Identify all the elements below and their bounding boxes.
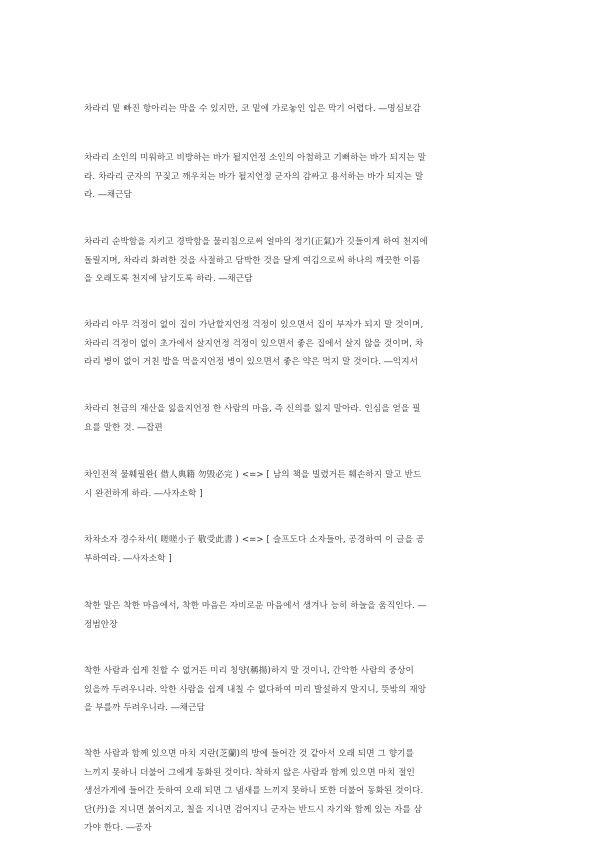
paragraph-line: 라리 병이 없이 거친 밥을 먹을지언정 병이 있으면서 좋은 약은 먹지 말 것이다. ―익지서 [84,357,418,367]
paragraph-7 [84,531,514,568]
paragraph-line: 차라리 아무 걱정이 없이 집이 가난할지언정 걱정이 있으면서 집이 부자가 되지 말 것이며, [84,320,424,330]
paragraph-8 [84,597,514,634]
paragraph-line: 가야 한다. ―공자 [84,823,152,833]
paragraph-2 [84,149,514,205]
paragraph-line: 차라리 걱정이 없이 초가에서 살지언정 걱정이 있으면서 좋은 집에서 살지 않을 것이며, 차 [84,338,424,349]
paragraph-line: 있을까 두려우니라. 악한 사람을 쉽게 내칠 수 없다하여 미리 발설하지 말지니, 뜻밖의 재앙 [84,684,427,695]
paragraph-line: 라. 차라리 군자의 꾸짖고 깨우치는 바가 될지언정 군자의 감싸고 용서하는 바가 되지는 말 [84,171,424,182]
paragraph-9 [84,662,514,718]
paragraph-4 [84,316,514,372]
paragraph-line: 요를 말한 것. ―잡편 [84,422,163,433]
paragraph-line: 차차소자 경수차서( 嗟嗟小子 敬受此書 ) <=> [ 슬프도다 소자들아, 공경하여 이 글을 공 [84,535,425,545]
paragraph-line: 돌릴지며, 차라리 화려한 것을 사절하고 담박한 것을 달게 여김으로써 하나의 깨끗한 이름 [84,255,421,266]
paragraph-line: 착한 사람과 쉽게 친할 수 없거든 미리 칭양(稱揚)하지 말 것이니, 간악한 사람의 중상이 [84,666,414,676]
paragraph-line: 정범안장 [84,619,118,630]
paragraph-line: 느끼지 못하니 더불어 그에게 동화된 것이다. 착하지 않은 사람과 함께 있으면 마치 절인 [84,767,415,778]
paragraph-line: 시 완전하게 하라. ―사자소학 ] [84,488,203,499]
paragraph-6 [84,466,514,503]
paragraph-line: 차라리 밑 빠진 항아리는 막을 수 있지만, 코 밑에 가로놓인 입은 막기 어렵다. ―명심보감 [84,104,421,114]
paragraph-line: 단(丹)을 지니면 붉어지고, 칠을 지니면 검어지니 군자는 반드시 자기와 함께 있는 자를 삼 [84,804,423,815]
paragraph-3 [84,233,514,289]
paragraph-line: 을 부를까 두려우니라. ―채근담 [84,703,205,713]
paragraph-line: 라. ―채근담 [84,190,132,200]
paragraph-10 [84,745,514,838]
paragraph-line: 차인전적 물훼필완( 借人典籍 勿毁必完 ) <=> [ 남의 책을 빌렸거든 훼손하지 말고 반드 [84,470,422,480]
paragraph-line: 을 오래도록 천지에 남기도록 하라. ―채근담 [84,274,253,284]
paragraph-line: 착한 말은 착한 마음에서, 착한 마음은 자비로운 마음에서 생겨나 능히 하늘을 움직인다. ― [84,601,427,611]
paragraph-line: 차라리 천금의 재산을 잃을지언정 한 사람의 마음, 즉 신의를 잃지 말아라. 인심을 얻을 필 [84,404,421,414]
paragraph-line: 부하여라. ―사자소학 ] [84,553,172,564]
paragraph-line: 차라리 순박함을 지키고 경박함을 물리침으로써 얼마의 정기(正氣)가 깃들이게 하여 천지에 [84,237,428,247]
paragraph-1 [84,100,514,119]
paragraph-line: 차라리 소인의 미워하고 비방하는 바가 될지언정 소인의 아첨하고 기뻐하는 바가 되지는 말 [84,153,427,163]
paragraph-line: 생선가게에 들어간 듯하여 오래 되면 그 냄새를 느끼지 못하니 또한 더불어 동화된 것이다. [84,786,424,796]
paragraph-line: 착한 사람과 함께 있으면 마치 지란(芝蘭)의 방에 들어간 것 같아서 오래 되면 그 향기를 [84,749,414,759]
paragraph-5 [84,400,514,437]
